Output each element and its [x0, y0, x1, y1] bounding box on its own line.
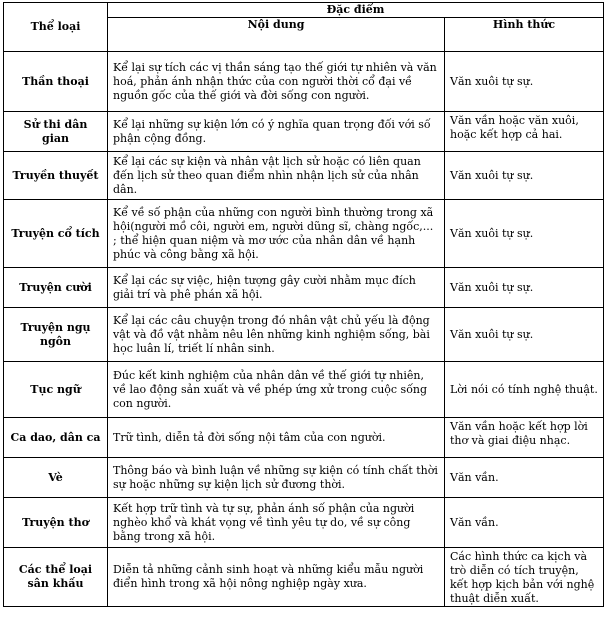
form-cell: Văn xuôi tự sự.	[445, 268, 604, 308]
genre-cell: Các thể loại sân khấu	[4, 548, 108, 607]
content-cell: Kể về số phận của những con người bình thường trong xã hội(người mồ côi, người em, người dũng sĩ, chàng ngốc,... ; thể hiện quan niệm và mơ ước của nhân dân về hạnh phúc và công bằng xã hội.	[108, 200, 445, 268]
table-row	[4, 308, 604, 362]
content-cell: Kết hợp trữ tình và tự sự, phản ánh số phận của người nghèo khổ và khát vọng về tình yêu tự do, về sự công bằng trong xã hội.	[108, 498, 445, 548]
table-row	[4, 458, 604, 498]
form-cell: Văn vần.	[445, 498, 604, 548]
header-form: Hình thức	[445, 18, 604, 52]
table-row	[4, 498, 604, 548]
content-cell: Đúc kết kinh nghiệm của nhân dân về thế giới tự nhiên, về lao động sản xuất và về phép ứng xử trong cuộc sống con người.	[108, 362, 445, 418]
form-cell: Văn xuôi tự sự.	[445, 52, 604, 112]
form-cell: Văn vần hoặc văn xuôi, hoặc kết hợp cả hai.	[445, 112, 604, 152]
table-body	[4, 52, 604, 607]
genre-cell: Thần thoại	[4, 52, 108, 112]
form-cell: Văn xuôi tự sự.	[445, 308, 604, 362]
table-row	[4, 200, 604, 268]
form-cell: Các hình thức ca kịch và trò diễn có tích truyện, kết hợp kịch bản với nghệ thuật diễn xuất.	[445, 548, 604, 607]
genre-cell: Vè	[4, 458, 108, 498]
form-cell: Văn xuôi tự sự.	[445, 200, 604, 268]
genre-cell: Truyện ngụ ngôn	[4, 308, 108, 362]
header-content: Nội dung	[108, 18, 445, 52]
content-cell: Kể lại sự tích các vị thần sáng tạo thế giới tự nhiên và văn hoá, phản ánh nhận thức của con người thời cổ đại về nguồn gốc của thế giới và đời sống con người.	[108, 52, 445, 112]
genre-cell: Tục ngữ	[4, 362, 108, 418]
content-cell: Kể lại các sự kiện và nhân vật lịch sử hoặc có liên quan đến lịch sử theo quan điểm nhìn nhận lịch sử của nhân dân.	[108, 152, 445, 200]
table-row	[4, 268, 604, 308]
table-row	[4, 112, 604, 152]
table-row	[4, 548, 604, 607]
genre-cell: Sử thi dân gian	[4, 112, 108, 152]
header-genre: Thể loại	[4, 3, 108, 52]
genre-cell: Truyện thơ	[4, 498, 108, 548]
genre-cell: Truyền thuyết	[4, 152, 108, 200]
header-features: Đặc điểm	[108, 3, 604, 18]
form-cell: Lời nói có tính nghệ thuật.	[445, 362, 604, 418]
content-cell: Kể lại những sự kiện lớn có ý nghĩa quan trọng đối với số phận cộng đồng.	[108, 112, 445, 152]
content-cell: Trữ tình, diễn tả đời sống nội tâm của con người.	[108, 418, 445, 458]
genre-cell: Truyện cổ tích	[4, 200, 108, 268]
content-cell: Kể lại các sự việc, hiện tượng gây cười nhằm mục đích giải trí và phê phán xã hội.	[108, 268, 445, 308]
content-cell: Diễn tả những cảnh sinh hoạt và những kiểu mẫu người điển hình trong xã hội nông nghiệp ngày xưa.	[108, 548, 445, 607]
folk-literature-genre-table	[3, 2, 604, 607]
table-row	[4, 152, 604, 200]
genre-cell: Ca dao, dân ca	[4, 418, 108, 458]
form-cell: Văn xuôi tự sự.	[445, 152, 604, 200]
content-cell: Thông báo và bình luận về những sự kiện có tính chất thời sự hoặc những sự kiện lịch sử đương thời.	[108, 458, 445, 498]
form-cell: Văn vần.	[445, 458, 604, 498]
genre-cell: Truyện cười	[4, 268, 108, 308]
content-cell: Kể lại các câu chuyện trong đó nhân vật chủ yếu là động vật và đồ vật nhằm nêu lên những kinh nghiệm sống, bài học luân lí, triết lí nhân sinh.	[108, 308, 445, 362]
table-row	[4, 418, 604, 458]
form-cell: Văn vần hoặc kết hợp lời thơ và giai điệu nhạc.	[445, 418, 604, 458]
table-row	[4, 52, 604, 112]
table-row	[4, 362, 604, 418]
